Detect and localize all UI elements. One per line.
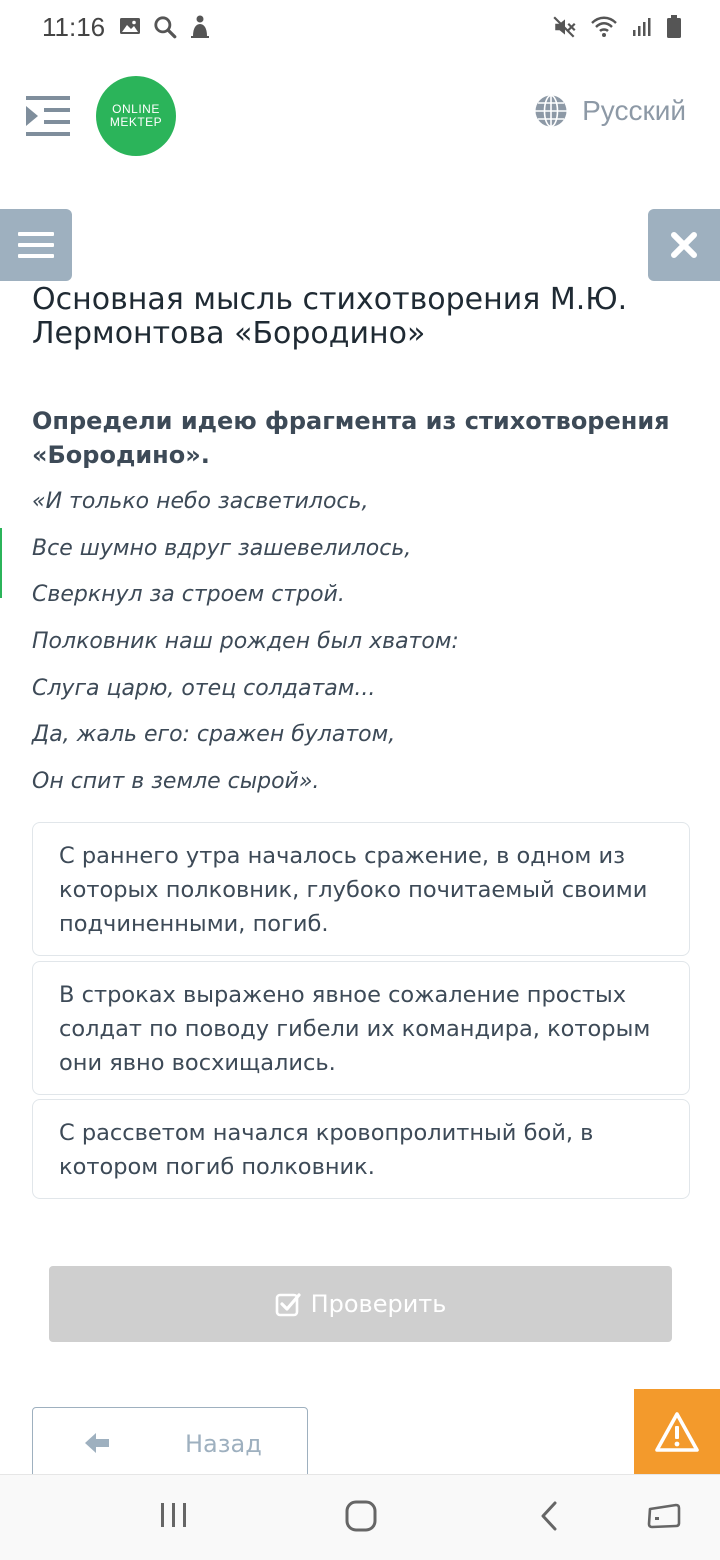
poem-line: Слуга царю, отец солдатам... (32, 675, 376, 701)
language-selector[interactable] (534, 94, 686, 128)
lesson-menu-button[interactable] (0, 209, 72, 281)
logo-text-line1: ONLINE (112, 102, 160, 116)
image-icon (118, 14, 142, 38)
status-icons-left (118, 14, 212, 40)
poem-line: Он спит в земле сырой». (32, 769, 320, 795)
online-mektep-logo[interactable] (96, 76, 176, 156)
answer-option-2[interactable]: В строках выражено явное сожаление простых солдат по поводу гибели их командира, которым они явно восхищались. (32, 961, 690, 1095)
close-button[interactable] (648, 209, 720, 281)
check-button[interactable] (49, 1266, 672, 1342)
battery-icon (666, 14, 682, 40)
menu-indent-icon (26, 94, 72, 138)
answer-option-1[interactable]: С раннего утра началось сражение, в одном из которых полковник, глубоко почитаемый своими подчиненными, погиб. (32, 822, 690, 956)
poem-line: Все шумно вдруг зашевелилось, (32, 535, 412, 561)
poem-line: Сверкнул за строем строй. (32, 582, 345, 608)
check-button-label: Проверить (310, 1290, 447, 1318)
answer-option-3[interactable]: С рассветом начался кровопролитный бой, в котором погиб полковник. (32, 1099, 690, 1199)
hamburger-icon (18, 230, 54, 260)
signal-icon (630, 15, 654, 39)
sidebar-toggle-button[interactable] (26, 94, 72, 138)
back-button-label: Назад (185, 1430, 262, 1458)
mute-icon (552, 14, 578, 40)
checkbox-icon (275, 1291, 301, 1317)
recent-apps-icon[interactable] (158, 1499, 190, 1531)
arrow-left-icon (83, 1430, 111, 1456)
page-title: Основная мысль стихотворения М.Ю. Лермонтова «Бородино» (32, 282, 628, 351)
report-problem-button[interactable] (634, 1389, 720, 1475)
system-nav-bar (0, 1474, 720, 1560)
task-prompt: Определи идею фрагмента из стихотворения «Бородино». (32, 407, 670, 469)
back-nav-icon[interactable] (536, 1499, 562, 1533)
keyboard-switch-icon[interactable] (646, 1499, 682, 1533)
wifi-icon (590, 15, 618, 39)
progress-marker (0, 528, 2, 598)
poem-line: «И только небо засветилось, (32, 489, 369, 514)
search-icon (152, 14, 178, 40)
globe-icon (534, 94, 568, 128)
poem-line: Да, жаль его: сражен булатом, (32, 722, 396, 748)
status-bar (0, 0, 720, 56)
status-time: 11:16 (42, 12, 106, 42)
warning-icon (654, 1411, 700, 1453)
poem-line: Полковник наш рожден был хватом: (32, 629, 459, 655)
status-icons-right (552, 14, 682, 40)
logo-text-line2: MEKTEP (109, 115, 163, 129)
notification-icon (188, 14, 212, 40)
language-label: Русский (582, 95, 686, 126)
poem-fragment (32, 484, 682, 811)
home-icon[interactable] (344, 1499, 378, 1533)
close-icon (670, 231, 698, 259)
